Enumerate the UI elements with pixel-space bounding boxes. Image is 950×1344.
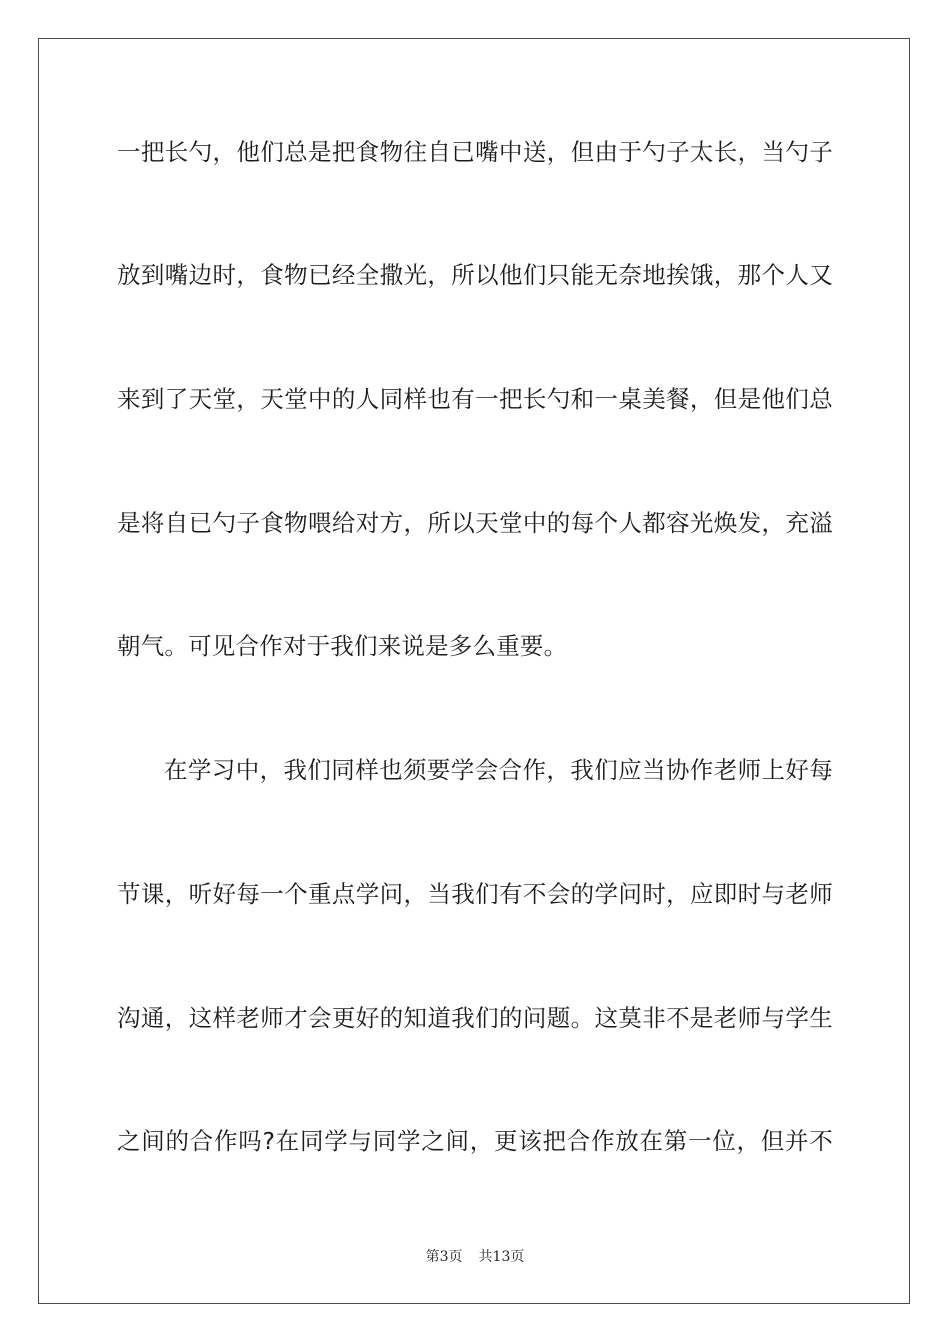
text-line-1: 一把长勺，他们总是把食物往自已嘴中送，但由于勺子太长，当勺子	[117, 138, 833, 166]
text-line-8: 沟通，这样老师才会更好的知道我们的问题。这莫非不是老师与学生	[117, 1004, 833, 1032]
text-line-6-indented: 在学习中，我们同样也须要学会合作，我们应当协作老师上好每	[164, 756, 833, 784]
page-border	[38, 38, 910, 1304]
page-number: 第3页	[425, 1249, 463, 1265]
text-line-2: 放到嘴边时，食物已经全撒光，所以他们只能无奈地挨饿，那个人又	[117, 261, 833, 289]
text-line-9: 之间的合作吗?在同学与同学之间，更该把合作放在第一位，但并不	[117, 1127, 833, 1155]
text-line-3: 来到了天堂，天堂中的人同样也有一把长勺和一桌美餐，但是他们总	[117, 385, 833, 413]
text-line-4: 是将自已勺子食物喂给对方，所以天堂中的每个人都容光焕发，充溢	[117, 509, 833, 537]
text-line-7: 节课，听好每一个重点学问，当我们有不会的学问时，应即时与老师	[117, 880, 833, 908]
total-pages: 共13页	[478, 1249, 525, 1265]
page-footer	[0, 1248, 950, 1266]
text-line-5: 朝气。可见合作对于我们来说是多么重要。	[117, 632, 568, 660]
